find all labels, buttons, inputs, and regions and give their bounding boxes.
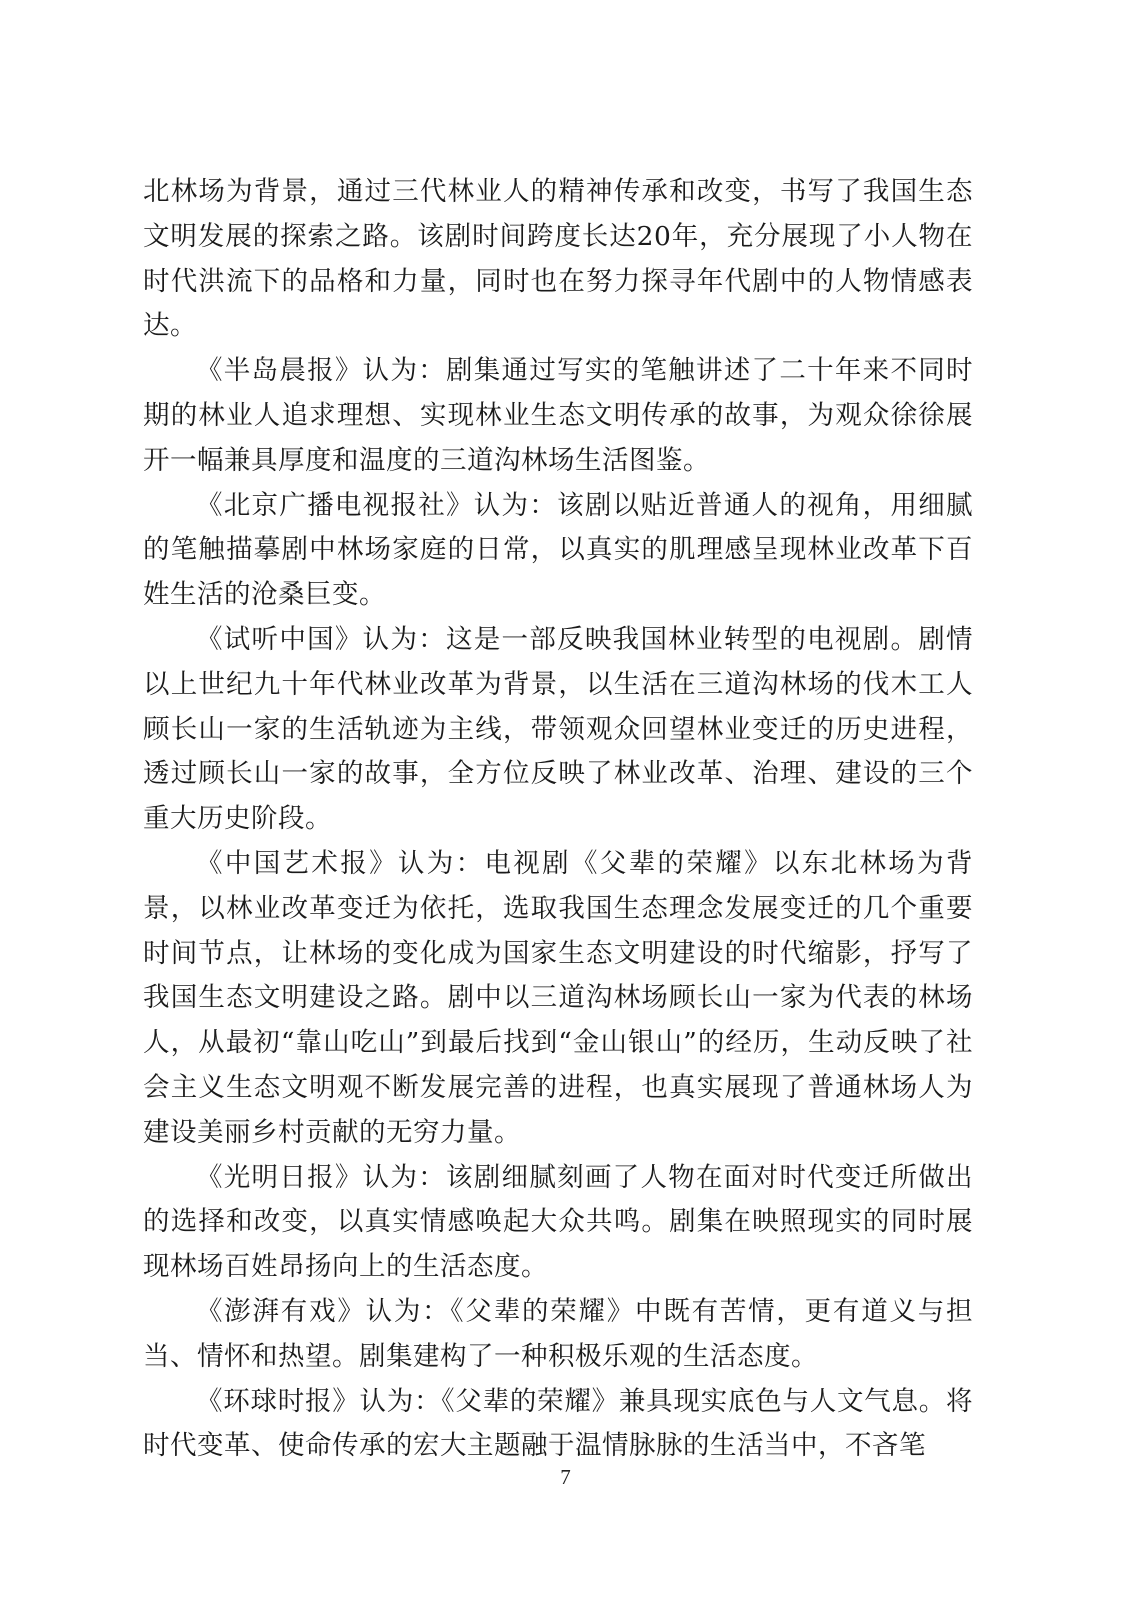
- paragraph: 《光明日报》认为：该剧细腻刻画了人物在面对时代变迁所做出的选择和改变，以真实情感唤起大众共鸣。剧集在映照现实的同时展现林场百姓昂扬向上的生活态度。: [143, 1161, 973, 1283]
- paragraph: 《中国艺术报》认为：电视剧《父辈的荣耀》以东北林场为背景，以林业改革变迁为依托，选取我国生态理念发展变迁的几个重要时间节点，让林场的变化成为国家生态文明建设的时代缩影，抒写了我国生态文明建设之路。剧中以三道沟林场顾长山一家为代表的林场人，从最初“靠山吃山”到最后找到“金山银山”的经历，生动反映了社会主义生态文明观不断发展完善的进程，也真实展现了普通林场人为建设美丽乡村贡献的无穷力量。: [143, 847, 973, 1148]
- page-number: 7: [560, 1465, 571, 1489]
- paragraph: 《环球时报》认为：《父辈的荣耀》兼具现实底色与人文气息。将时代变革、使命传承的宏大主题融于温情脉脉的生活当中，不吝笔: [143, 1385, 973, 1462]
- paragraph: 《试听中国》认为：这是一部反映我国林业转型的电视剧。剧情以上世纪九十年代林业改革为背景，以生活在三道沟林场的伐木工人顾长山一家的生活轨迹为主线，带领观众回望林业变迁的历史进程，透过顾长山一家的故事，全方位反映了林业改革、治理、建设的三个重大历史阶段。: [143, 623, 973, 835]
- body-text: [143, 170, 973, 1469]
- paragraph: 《北京广播电视报社》认为：该剧以贴近普通人的视角，用细腻的笔触描摹剧中林场家庭的日常，以真实的肌理感呈现林业改革下百姓生活的沧桑巨变。: [143, 489, 973, 611]
- paragraph: 北林场为背景，通过三代林业人的精神传承和改变，书写了我国生态文明发展的探索之路。该剧时间跨度长达20年，充分展现了小人物在时代洪流下的品格和力量，同时也在努力探寻年代剧中的人物情感表达。: [143, 176, 973, 342]
- paragraph: 《澎湃有戏》认为：《父辈的荣耀》中既有苦情，更有道义与担当、情怀和热望。剧集建构了一种积极乐观的生活态度。: [143, 1295, 973, 1372]
- paragraph: 《半岛晨报》认为：剧集通过写实的笔触讲述了二十年来不同时期的林业人追求理想、实现林业生态文明传承的故事，为观众徐徐展开一幅兼具厚度和温度的三道沟林场生活图鉴。: [143, 355, 973, 476]
